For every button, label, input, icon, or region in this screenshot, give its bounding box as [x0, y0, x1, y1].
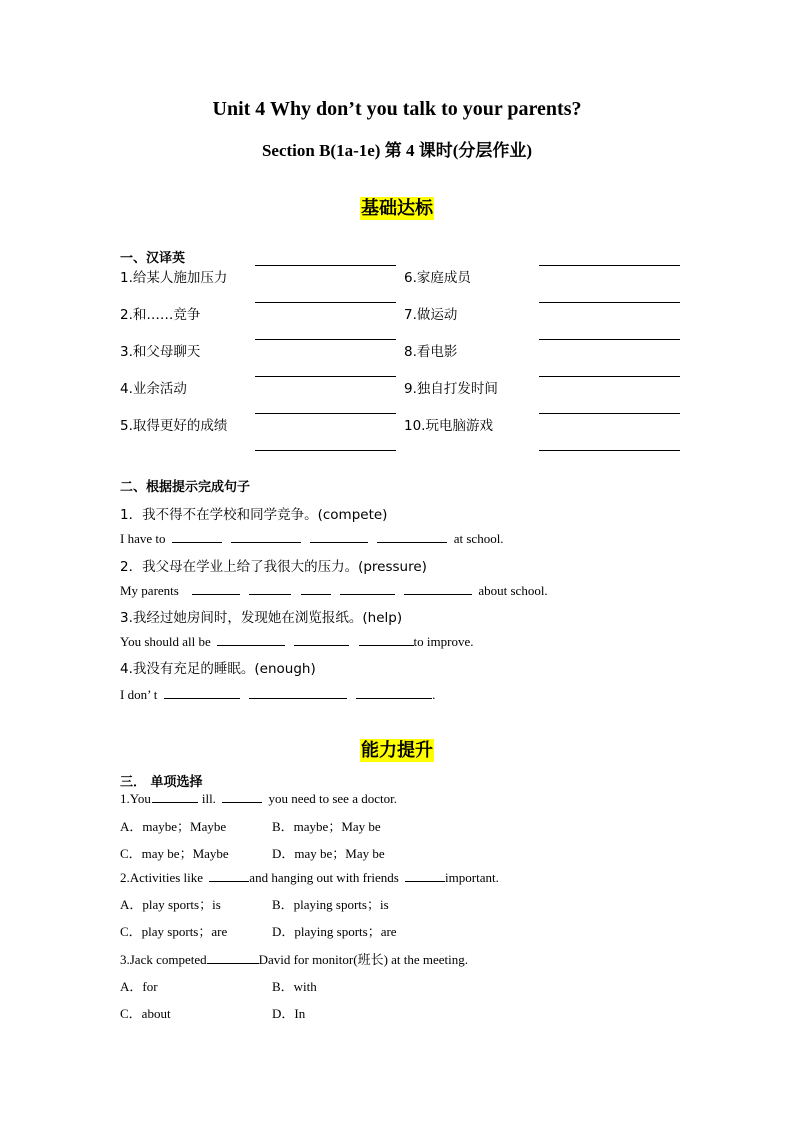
answer-blank[interactable] — [377, 530, 447, 543]
answer-line[interactable] — [539, 413, 680, 414]
question-2-stem: 2.Activities like and hanging out with friends important. — [120, 870, 499, 885]
part2-sentence-2: My parents about school. — [120, 583, 548, 598]
part1-item-2: 2.和……竞争 — [120, 307, 201, 323]
part2-sentence-3: You should all be to improve. — [120, 634, 474, 649]
option-2c[interactable]: C．play sports；are — [120, 924, 228, 939]
answer-blank[interactable] — [340, 582, 395, 595]
answer-blank[interactable] — [207, 951, 259, 964]
answer-blank[interactable] — [209, 869, 249, 882]
part1-item-3: 3.和父母聊天 — [120, 344, 201, 360]
option-2a[interactable]: A．play sports；is — [120, 897, 221, 912]
answer-line[interactable] — [255, 302, 396, 303]
answer-blank[interactable] — [294, 633, 349, 646]
answer-blank[interactable] — [249, 686, 347, 699]
part1-item-7: 7.做运动 — [404, 307, 458, 323]
part2-heading: 二、根据提示完成句子 — [120, 480, 251, 495]
part1-item-8: 8.看电影 — [404, 344, 458, 360]
option-3a[interactable]: A．for — [120, 979, 158, 994]
answer-line[interactable] — [539, 450, 680, 451]
answer-blank[interactable] — [192, 582, 240, 595]
part1-item-6: 6.家庭成员 — [404, 270, 471, 286]
part1-item-10: 10.玩电脑游戏 — [404, 418, 493, 434]
part2-sentence-1: I have to at school. — [120, 531, 504, 546]
answer-blank[interactable] — [404, 582, 472, 595]
part2-prompt-4: 4.我没有充足的睡眠。(enough) — [120, 661, 316, 677]
answer-line[interactable] — [255, 413, 396, 414]
answer-line[interactable] — [255, 450, 396, 451]
section-heading-basic: 基础达标 — [361, 198, 433, 219]
option-1d[interactable]: D．may be；May be — [272, 846, 385, 861]
answer-blank[interactable] — [359, 633, 414, 646]
answer-blank[interactable] — [301, 582, 331, 595]
answer-line[interactable] — [539, 265, 680, 266]
part1-item-5: 5.取得更好的成绩 — [120, 418, 228, 434]
answer-blank[interactable] — [217, 633, 285, 646]
part3-heading: 三． 单项选择 — [120, 775, 203, 790]
answer-blank[interactable] — [356, 686, 432, 699]
part2-sentence-4: I don’ t . — [120, 687, 436, 702]
page-subtitle: Section B(1a-1e) 第 4 课时(分层作业) — [261, 141, 533, 160]
option-1c[interactable]: C．may be；Maybe — [120, 846, 229, 861]
option-2b[interactable]: B．playing sports；is — [272, 897, 389, 912]
option-2d[interactable]: D．playing sports；are — [272, 924, 397, 939]
part1-item-9: 9.独自打发时间 — [404, 381, 498, 397]
answer-blank[interactable] — [249, 582, 291, 595]
option-1b[interactable]: B．maybe；May be — [272, 819, 381, 834]
answer-line[interactable] — [255, 339, 396, 340]
answer-blank[interactable] — [164, 686, 240, 699]
part2-prompt-1: 1．我不得不在学校和同学竞争。(compete) — [120, 507, 388, 523]
part2-prompt-2: 2．我父母在学业上给了我很大的压力。(pressure) — [120, 559, 427, 575]
answer-line[interactable] — [539, 376, 680, 377]
answer-blank[interactable] — [152, 790, 198, 803]
part1-item-4: 4.业余活动 — [120, 381, 187, 397]
answer-line[interactable] — [539, 339, 680, 340]
answer-blank[interactable] — [310, 530, 368, 543]
page-title: Unit 4 Why don’t you talk to your parents? — [212, 98, 582, 120]
part1-item-1: 1.给某人施加压力 — [120, 270, 228, 286]
option-3b[interactable]: B．with — [272, 979, 317, 994]
question-1-stem: 1.You ill. you need to see a doctor. — [120, 791, 397, 806]
answer-line[interactable] — [255, 376, 396, 377]
answer-blank[interactable] — [172, 530, 222, 543]
part1-heading: 一、汉译英 — [120, 251, 186, 266]
answer-blank[interactable] — [405, 869, 445, 882]
option-1a[interactable]: A．maybe；Maybe — [120, 819, 227, 834]
answer-line[interactable] — [539, 302, 680, 303]
option-3c[interactable]: C．about — [120, 1006, 171, 1021]
section-heading-advance: 能力提升 — [361, 740, 433, 761]
answer-blank[interactable] — [231, 530, 301, 543]
answer-blank[interactable] — [222, 790, 262, 803]
question-3-stem: 3.Jack competed David for monitor(班长) at the meeting. — [120, 952, 469, 967]
option-3d[interactable]: D．In — [272, 1006, 306, 1021]
part2-prompt-3: 3.我经过她房间时，发现她在浏览报纸。(help) — [120, 610, 403, 626]
answer-line[interactable] — [255, 265, 396, 266]
